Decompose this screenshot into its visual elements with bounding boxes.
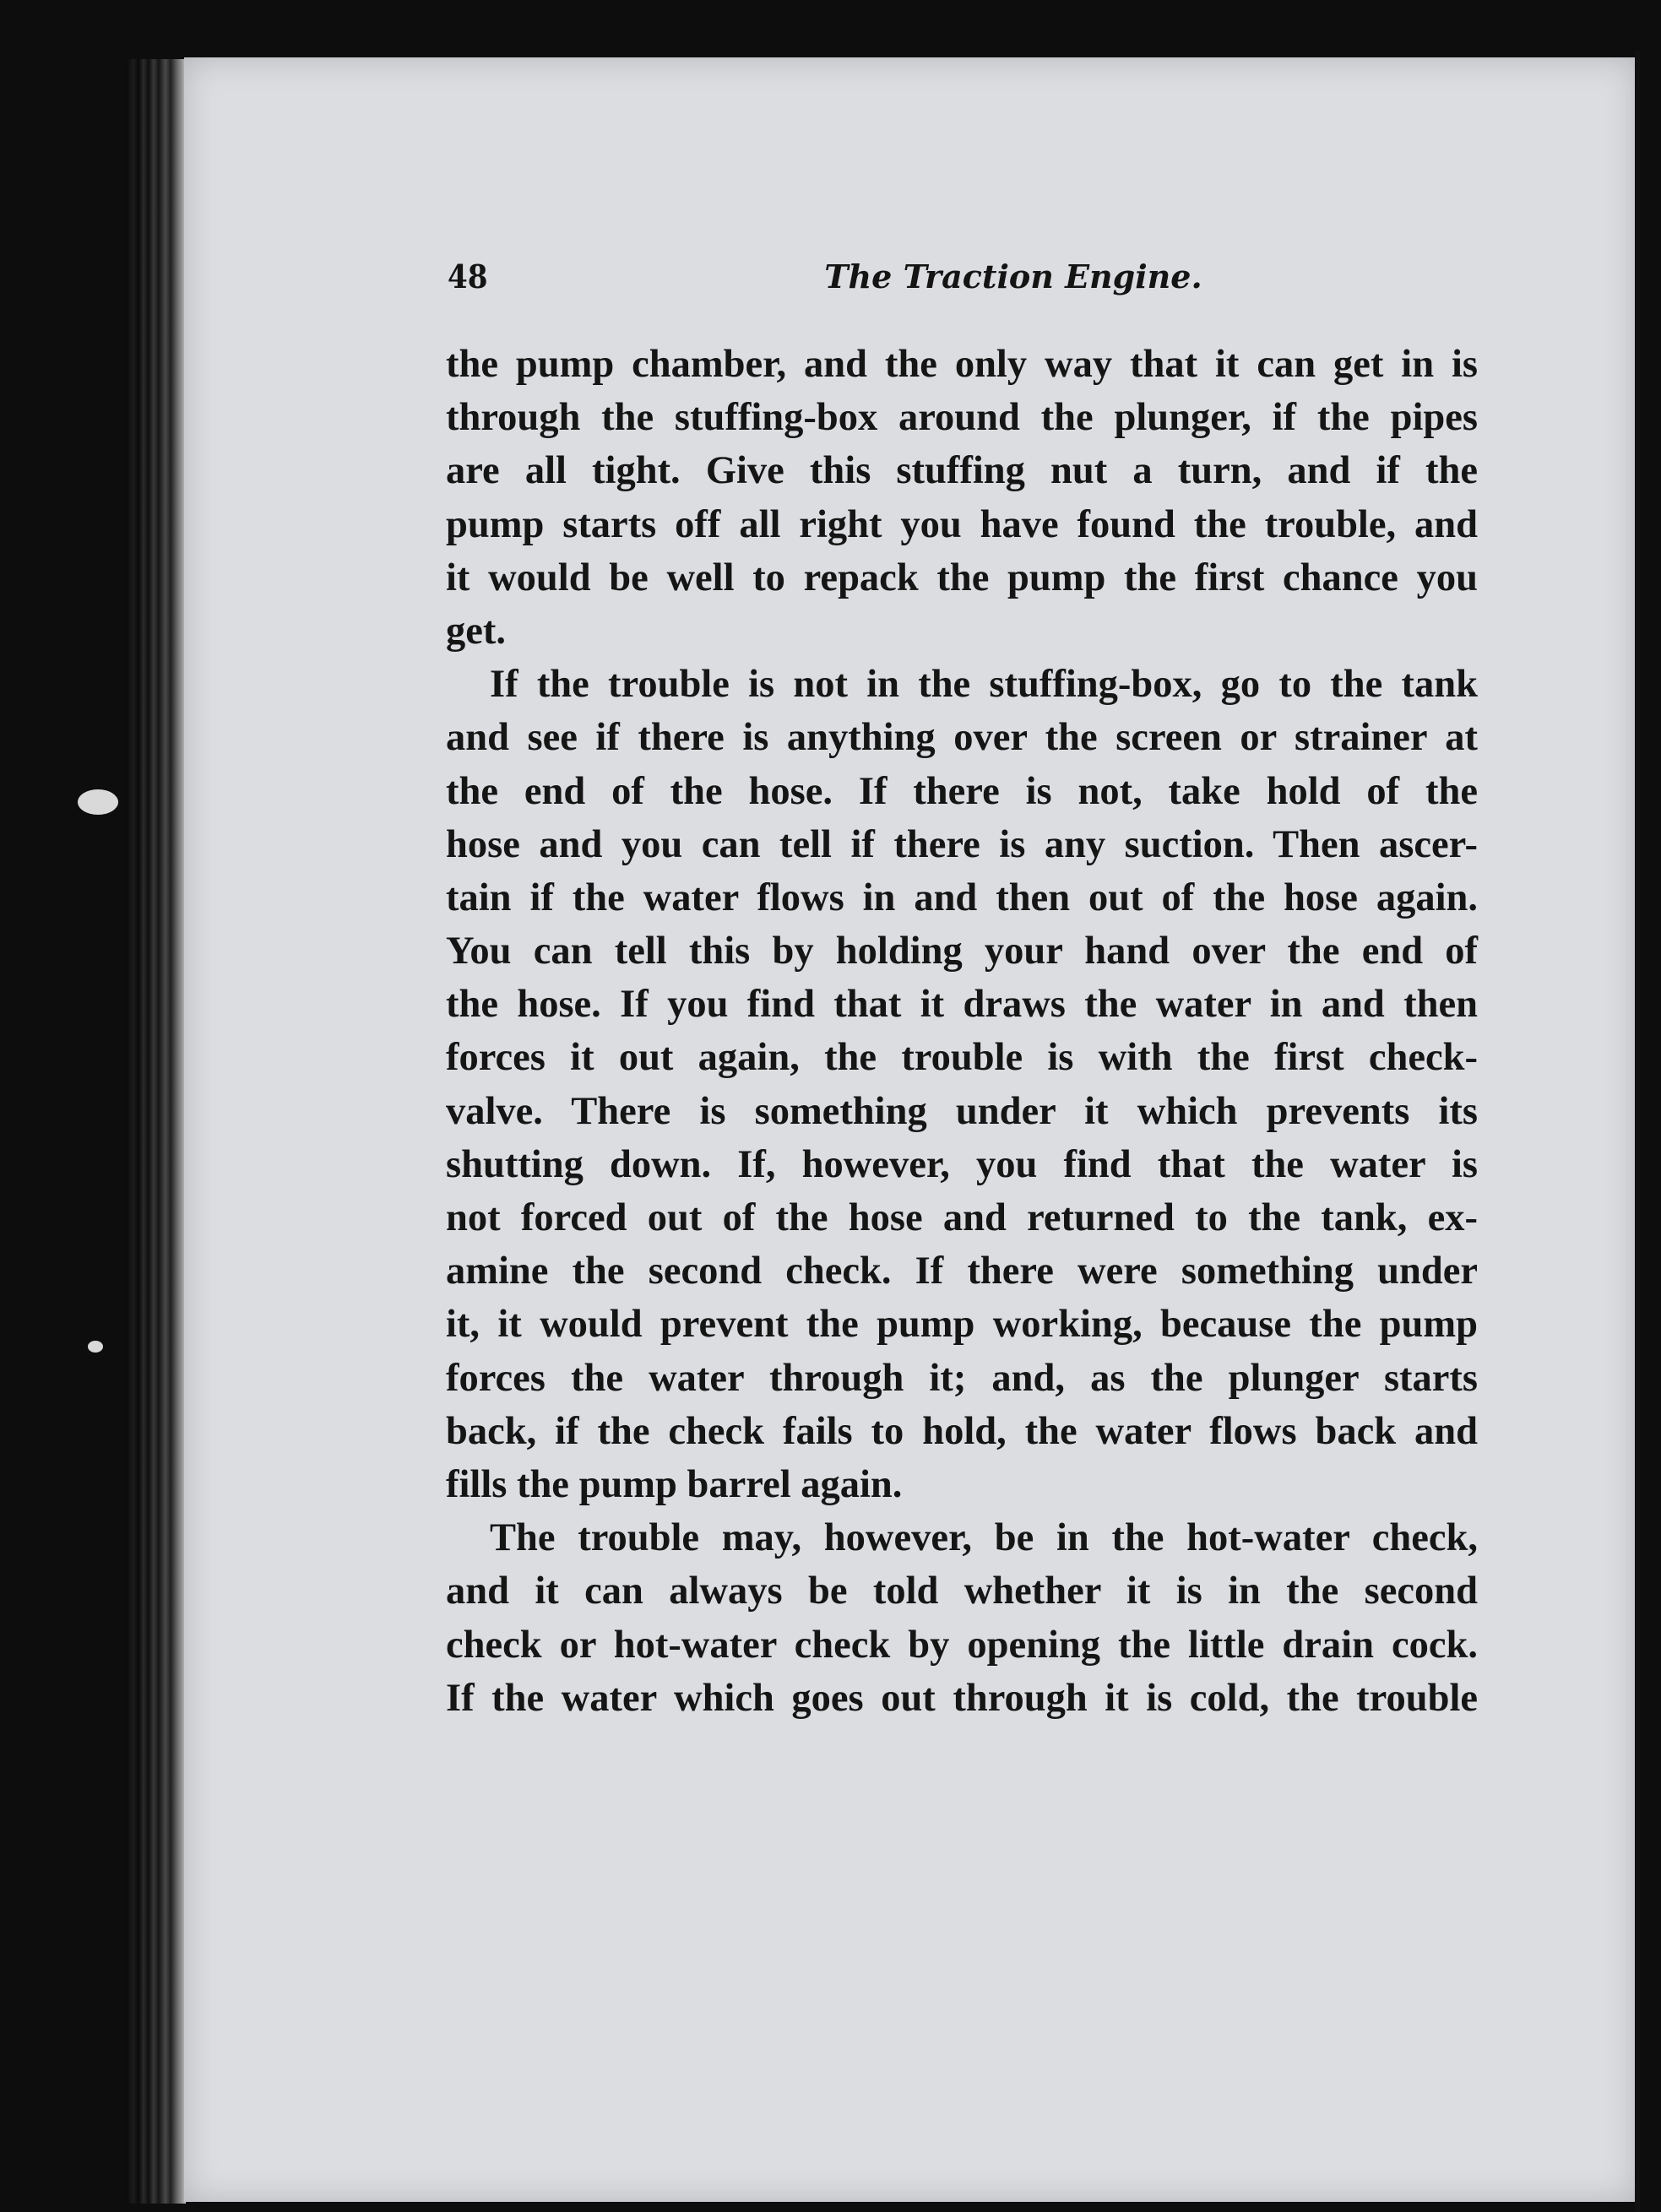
text-line: through the stuffing-box around the plunger, if the pipes: [446, 396, 1478, 440]
text-line: amine the second check. If there were something under: [446, 1250, 1478, 1293]
text-line: If the trouble is not in the stuffing-box, go to the tank: [490, 663, 1478, 707]
text-line: You can tell this by holding your hand over the end of: [446, 930, 1478, 973]
text-line: the pump chamber, and the only way that it can get in is: [446, 343, 1478, 386]
page-right-edge: [1635, 51, 1640, 2212]
text-line: If the water which goes out through it is cold, the trouble: [446, 1676, 1478, 1720]
text-line: it would be well to repack the pump the first chance you: [446, 556, 1478, 599]
text-line: The trouble may, however, be in the hot-water check,: [490, 1516, 1478, 1560]
text-line: shutting down. If, however, you find that the water is: [446, 1142, 1478, 1186]
dust-speck: [88, 1341, 103, 1353]
text-line: not forced out of the hose and returned to the tank, ex-: [446, 1196, 1478, 1239]
text-line: the hose. If you find that it draws the water in and then: [446, 983, 1478, 1027]
text-line: fills the pump barrel again.: [446, 1462, 903, 1506]
text-line: check or hot-water check by opening the little drain cock.: [446, 1623, 1478, 1667]
dust-speck: [78, 789, 118, 815]
page-header: [448, 258, 1478, 317]
text-line: hose and you can tell if there is any suction. Then ascer-: [446, 822, 1478, 866]
book-binding-shadow: [127, 59, 186, 2204]
text-line: forces it out again, the trouble is with the first check-: [446, 1036, 1478, 1080]
text-line: pump starts off all right you have found the trouble, and: [446, 502, 1478, 546]
page-number: 48: [448, 258, 488, 295]
text-line: it, it would prevent the pump working, because the pump: [446, 1303, 1478, 1347]
text-line: and see if there is anything over the screen or strainer at: [446, 716, 1478, 760]
running-title: The Traction Engine.: [824, 258, 1202, 295]
text-line: back, if the check fails to hold, the water flows back and: [446, 1409, 1478, 1453]
text-line: tain if the water flows in and then out of the hose again.: [446, 876, 1478, 919]
text-line: valve. There is something under it which prevents its: [446, 1089, 1478, 1133]
body-text: [446, 338, 1478, 1725]
text-line: get.: [446, 609, 506, 653]
text-line: the end of the hose. If there is not, take hold of the: [446, 769, 1478, 813]
text-line: and it can always be told whether it is in the second: [446, 1570, 1478, 1613]
text-line: forces the water through it; and, as the plunger starts: [446, 1356, 1478, 1400]
text-line: are all tight. Give this stuffing nut a turn, and if the: [446, 449, 1478, 493]
